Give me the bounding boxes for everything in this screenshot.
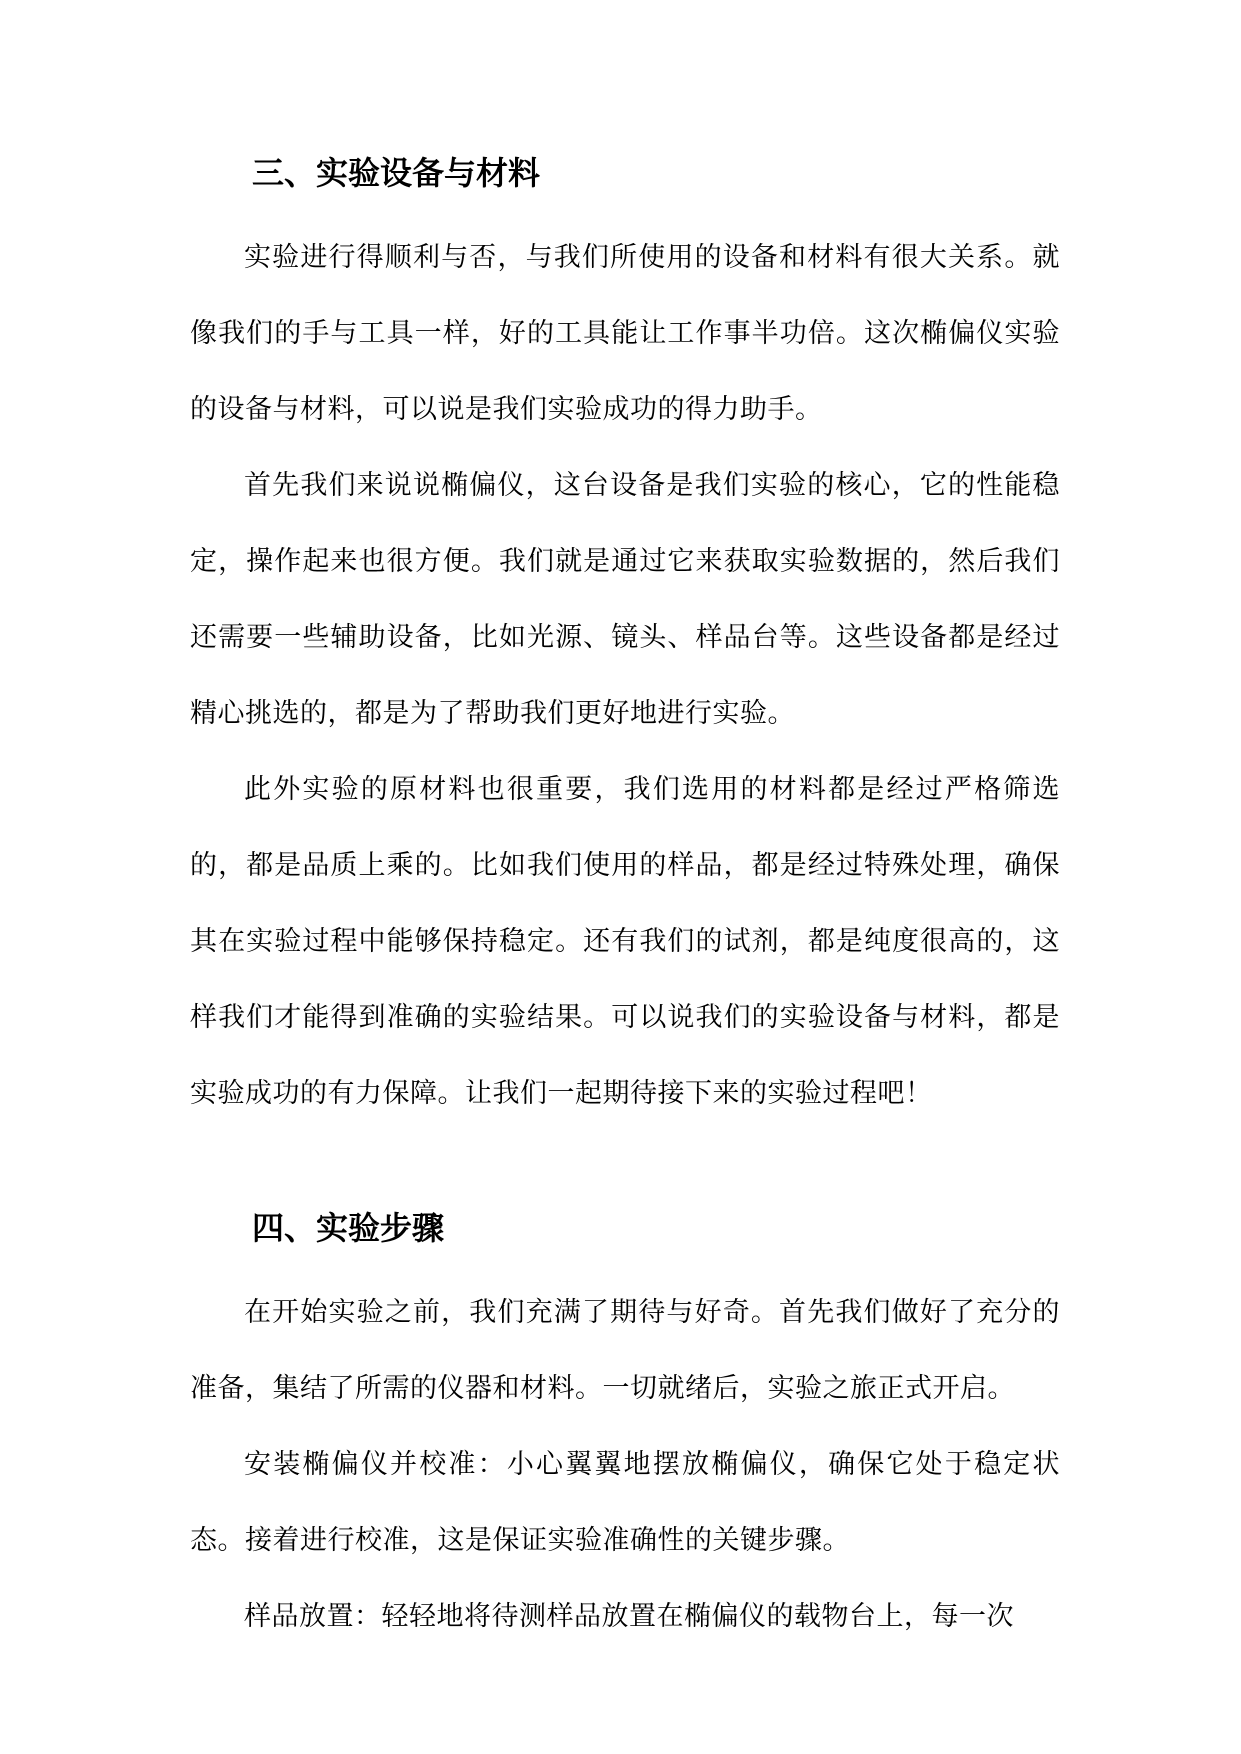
section-body bbox=[190, 1275, 1060, 1655]
section-heading: 三、实验设备与材料 bbox=[252, 154, 541, 192]
paragraph: 安装椭偏仪并校准：小心翼翼地摆放椭偏仪，确保它处于稳定状态。接着进行校准，这是保证实验准确性的关键步骤。 bbox=[190, 1449, 1060, 1556]
paragraph: 此外实验的原材料也很重要，我们选用的材料都是经过严格筛选的，都是品质上乘的。比如我们使用的样品，都是经过特殊处理，确保其在实验过程中能够保持稳定。还有我们的试剂，都是纯度很高的，这样我们才能得到准确的实验结果。可以说我们的实验设备与材料，都是实验成功的有力保障。让我们一起期待接下来的实验过程吧！ bbox=[190, 774, 1060, 1109]
section-heading: 四、实验步骤 bbox=[252, 1209, 445, 1247]
paragraph: 实验进行得顺利与否，与我们所使用的设备和材料有很大关系。就像我们的手与工具一样，好的工具能让工作事半功倍。这次椭偏仪实验的设备与材料，可以说是我们实验成功的得力助手。 bbox=[190, 242, 1060, 425]
section-experiment-steps bbox=[190, 1208, 1060, 1655]
section-body bbox=[190, 220, 1060, 1132]
section-equipment-materials bbox=[190, 153, 1060, 1132]
document-page bbox=[190, 0, 1060, 1754]
paragraph: 在开始实验之前，我们充满了期待与好奇。首先我们做好了充分的准备，集结了所需的仪器和材料。一切就绪后，实验之旅正式开启。 bbox=[190, 1297, 1060, 1404]
paragraph: 首先我们来说说椭偏仪，这台设备是我们实验的核心，它的性能稳定，操作起来也很方便。我们就是通过它来获取实验数据的，然后我们还需要一些辅助设备，比如光源、镜头、样品台等。这些设备都是经过精心挑选的，都是为了帮助我们更好地进行实验。 bbox=[190, 470, 1060, 729]
paragraph: 样品放置：轻轻地将待测样品放置在椭偏仪的载物台上，每一次 bbox=[244, 1601, 1014, 1632]
